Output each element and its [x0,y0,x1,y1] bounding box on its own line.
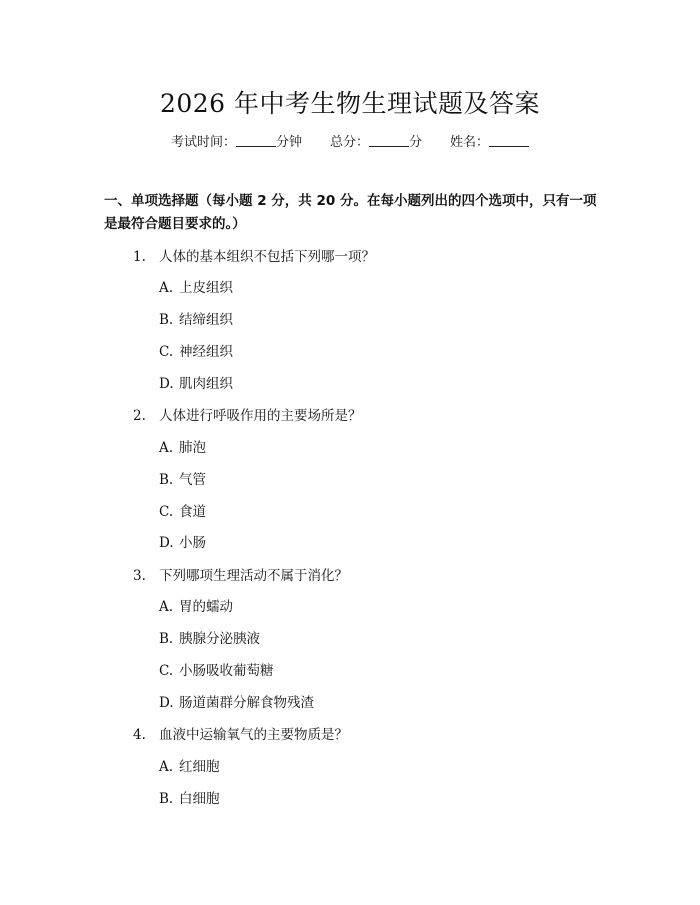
option-letter: D. [159,535,174,551]
option-letter: D. [159,376,174,392]
question-number: 2. [133,408,146,424]
option-3a [159,595,233,615]
option-text: 白细胞 [179,791,220,807]
option-text: 胃的蠕动 [179,599,233,615]
option-letter: C. [159,663,174,679]
time-label: 考试时间： [170,135,236,150]
option-3d [159,691,314,711]
page-title: 2026 年中考生物生理试题及答案 [159,89,541,118]
option-text: 肺泡 [179,440,206,456]
exam-info-line [0,131,700,150]
option-3c [159,659,274,679]
time-unit: 分钟 [275,135,302,150]
time-blank [236,134,276,147]
option-text: 红细胞 [179,759,220,775]
option-letter: A. [159,759,174,775]
option-1d [159,372,233,392]
option-1a [159,276,233,296]
option-text: 食道 [179,504,206,520]
option-text: 肌肉组织 [179,376,233,392]
option-2d [159,531,206,551]
option-letter: B. [159,472,174,488]
option-text: 小肠 [179,535,206,551]
option-text: 肠道菌群分解食物残渣 [179,695,314,711]
question-text: 人体的基本组织不包括下列哪一项？ [159,249,375,265]
question-number: 4. [133,727,146,743]
section-heading: 一、单项选择题（每小题 2 分，共 20 分。在每小题列出的四个选项中，只有一项是最符合题目要求的。） [104,193,597,232]
option-letter: A. [159,599,174,615]
name-label: 姓名： [450,135,490,150]
option-letter: D. [159,695,174,711]
question-text: 人体进行呼吸作用的主要场所是？ [159,408,362,424]
question-3 [133,564,348,584]
option-text: 胰腺分泌胰液 [179,631,260,647]
score-blank [369,134,409,147]
option-2a [159,436,206,456]
option-2c [159,500,206,520]
question-number: 1. [133,249,146,265]
name-blank [489,134,529,147]
option-text: 神经组织 [179,344,233,360]
option-text: 气管 [179,472,206,488]
option-letter: C. [159,504,174,520]
option-text: 小肠吸收葡萄糖 [179,663,274,679]
option-2b [159,468,206,488]
option-4a [159,755,220,775]
option-letter: B. [159,312,174,328]
question-4 [133,723,348,743]
option-4b [159,787,220,807]
option-1c [159,340,233,360]
option-letter: A. [159,280,174,296]
option-letter: A. [159,440,174,456]
question-text: 下列哪项生理活动不属于消化？ [159,568,348,584]
option-1b [159,308,233,328]
option-letter: B. [159,631,174,647]
option-letter: B. [159,791,174,807]
score-unit: 分 [409,135,423,150]
question-1 [133,245,375,265]
option-letter: C. [159,344,174,360]
question-text: 血液中运输氧气的主要物质是？ [159,727,348,743]
option-text: 上皮组织 [179,280,233,296]
option-text: 结缔组织 [179,312,233,328]
question-number: 3. [133,568,146,584]
question-2 [133,404,362,424]
option-3b [159,627,260,647]
score-label: 总分： [329,135,369,150]
